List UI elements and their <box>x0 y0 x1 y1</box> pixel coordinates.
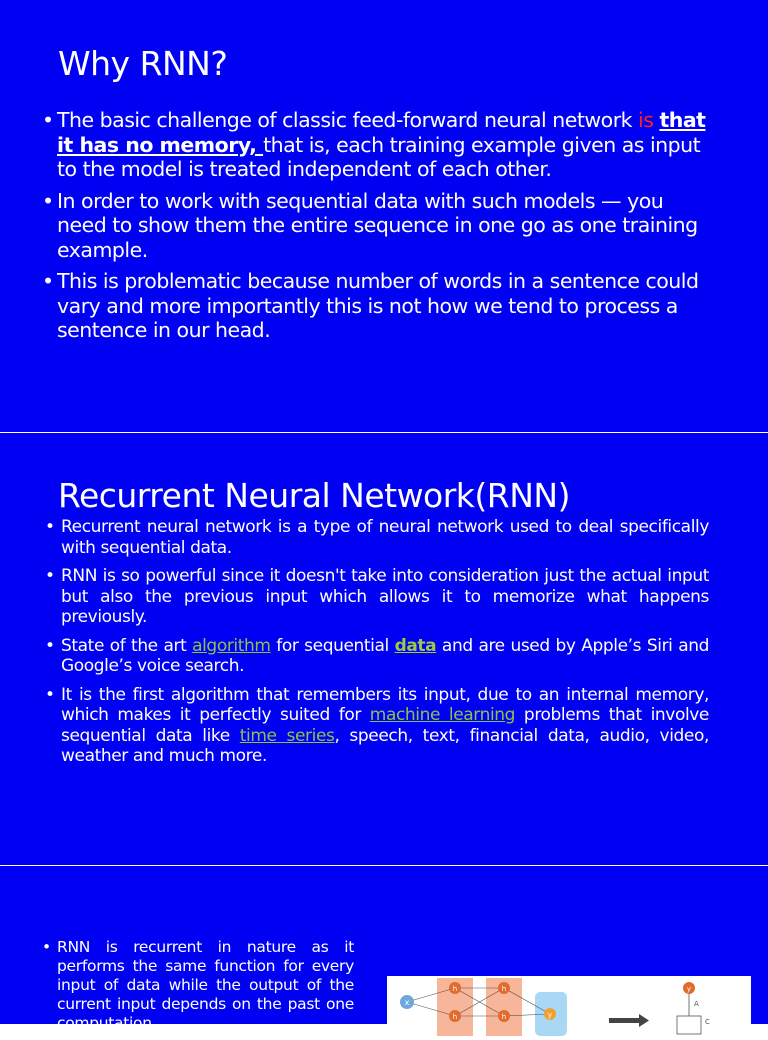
list-item <box>42 108 717 182</box>
list-item <box>42 269 717 343</box>
bullet-text: Recurrent neural network is a type of neural network used to deal specifically with sequential data. <box>61 517 709 558</box>
list-item <box>45 635 709 677</box>
connections <box>404 988 550 1016</box>
label-c: C <box>705 1018 710 1026</box>
bullet-list <box>42 108 717 350</box>
bullet-icon: • <box>45 566 55 586</box>
input-node-label: x <box>404 998 410 1007</box>
bullet-text: , speech, text, financial data, audio, video, weather and much more. <box>61 725 709 766</box>
slide-why-rnn <box>0 0 768 432</box>
label-a: A <box>694 1000 699 1008</box>
slide-title: Why RNN? <box>58 44 228 83</box>
machine-learning-link[interactable]: machine learning <box>369 705 516 725</box>
data-link[interactable]: data <box>394 635 437 656</box>
list-item <box>42 188 717 263</box>
list-item <box>45 566 709 628</box>
hidden-node-label: h <box>501 985 507 993</box>
list-item <box>45 684 709 767</box>
hidden-node-label: h <box>452 985 458 993</box>
arrow-icon <box>609 1018 639 1023</box>
bullet-icon: • <box>45 635 55 656</box>
bullet-icon: • <box>42 269 54 293</box>
algorithm-link[interactable]: algorithm <box>192 635 271 656</box>
time-series-link[interactable]: time series <box>239 725 335 746</box>
list-item <box>42 938 354 1033</box>
hidden-node-label: h <box>452 1013 458 1021</box>
slide-title: Recurrent Neural Network(RNN) <box>58 476 570 515</box>
bullet-text: RNN is recurrent in nature as it performs the same function for every input of data while the output of the current input depends on the past one computation. <box>57 938 354 1032</box>
bullet-icon: • <box>42 108 54 132</box>
bullet-text: In order to work with sequential data with such models — you need to show them the entire sequence in one go as one training example. <box>57 188 698 262</box>
bullet-list <box>45 517 709 775</box>
hidden-node-label: h <box>501 1013 507 1021</box>
list-item <box>45 517 709 558</box>
folded-box <box>677 1016 701 1034</box>
bullet-text: RNN is so powerful since it doesn't take into consideration just the actual input but also the previous input which allows it to memorize what happens previously. <box>61 566 709 627</box>
bullet-icon: • <box>45 517 55 537</box>
bullet-text: that is, each training example given as input to the model is treated independent of each other. <box>57 132 701 181</box>
bullet-text: The basic challenge of classic feed-forward neural network <box>57 108 639 132</box>
highlight-text: is <box>638 108 654 132</box>
rnn-diagram <box>387 976 751 1036</box>
bullet-icon: • <box>42 188 54 213</box>
bullet-text: and are used by Apple’s Siri and Google’s voice search. <box>61 635 709 676</box>
bullet-icon: • <box>45 684 55 705</box>
output-node-label: y <box>547 1011 553 1019</box>
bullet-list <box>42 938 354 1033</box>
rnn-diagram-svg <box>387 976 751 1036</box>
arrow-head-icon <box>639 1014 649 1027</box>
bullet-text: for sequential <box>270 635 395 656</box>
bullet-text: State of the art <box>61 635 193 656</box>
bullet-text: problems that involve sequential data like <box>61 705 709 746</box>
bullet-icon: • <box>42 938 51 956</box>
bullet-text: This is problematic because number of words in a sentence could vary and more importantly this is not how we tend to process a sentence in our head. <box>57 269 699 342</box>
bullet-text: It is the first algorithm that remembers its input, due to an internal memory, which makes it perfectly suited for <box>61 684 709 725</box>
folded-output-label: y <box>686 985 692 993</box>
emphasis-text: that it has no memory, <box>57 108 706 157</box>
